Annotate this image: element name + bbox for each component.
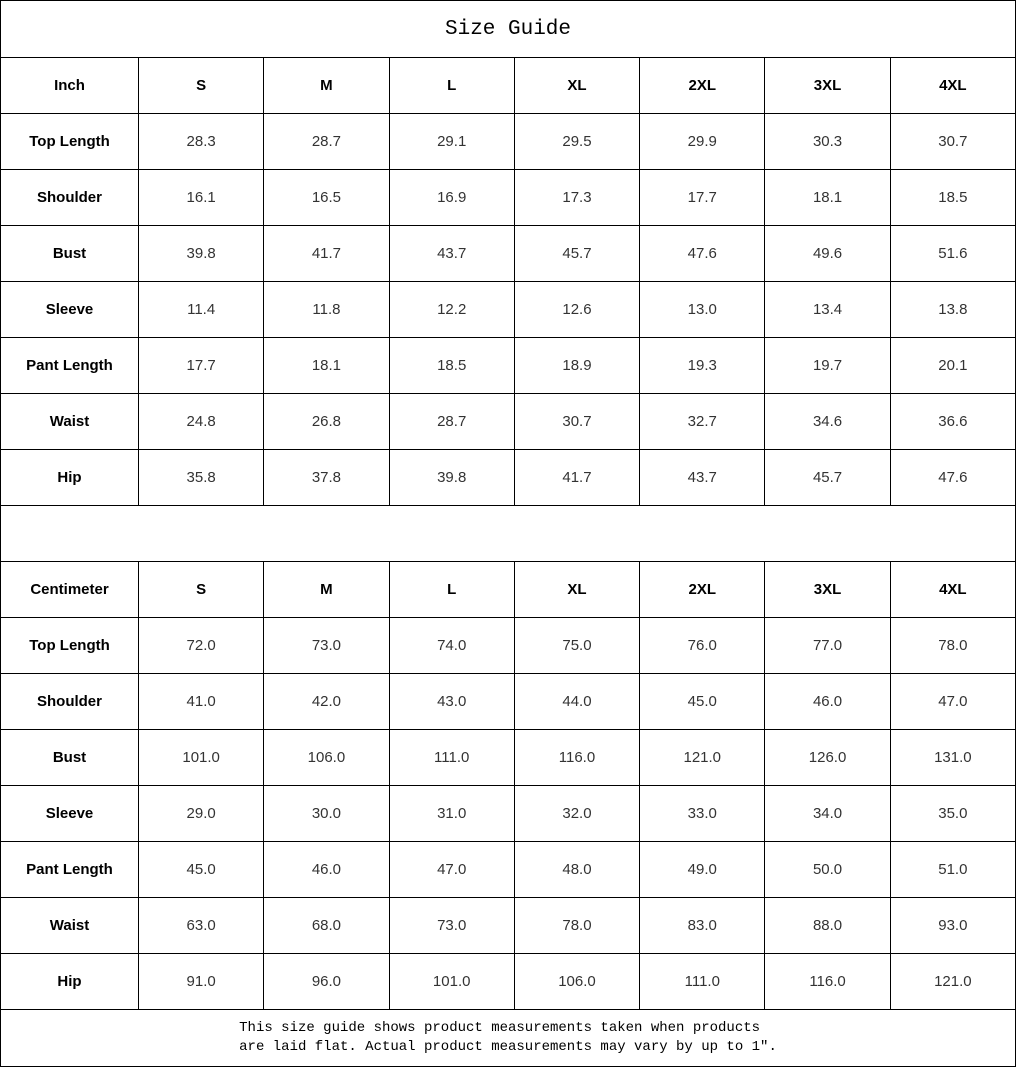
measurement-value: 18.1 <box>765 170 890 226</box>
measurement-label: Shoulder <box>1 674 139 730</box>
measurement-value: 13.8 <box>890 282 1015 338</box>
footer-note-cell <box>1 1010 1016 1067</box>
measurement-value: 31.0 <box>389 786 514 842</box>
measurement-value: 78.0 <box>890 618 1015 674</box>
measurement-value: 43.7 <box>389 226 514 282</box>
measurement-value: 28.7 <box>389 394 514 450</box>
size-header-xl: XL <box>514 562 639 618</box>
footer-note-line-1: This size guide shows product measurements taken when products <box>239 1020 761 1036</box>
size-header-s: S <box>139 58 264 114</box>
measurement-value: 28.7 <box>264 114 389 170</box>
measurement-value: 29.5 <box>514 114 639 170</box>
measurement-value: 48.0 <box>514 842 639 898</box>
measurement-label: Top Length <box>1 618 139 674</box>
spacer-row <box>1 506 1016 562</box>
size-header-4xl: 4XL <box>890 562 1015 618</box>
measurement-value: 46.0 <box>264 842 389 898</box>
measurement-value: 91.0 <box>139 954 264 1010</box>
measurement-row <box>1 226 1016 282</box>
measurement-value: 45.7 <box>765 450 890 506</box>
unit-label-inch: Inch <box>1 58 139 114</box>
measurement-value: 30.3 <box>765 114 890 170</box>
measurement-row <box>1 674 1016 730</box>
measurement-value: 83.0 <box>640 898 765 954</box>
measurement-value: 35.0 <box>890 786 1015 842</box>
measurement-value: 101.0 <box>139 730 264 786</box>
measurement-value: 16.5 <box>264 170 389 226</box>
measurement-value: 47.6 <box>640 226 765 282</box>
measurement-value: 13.0 <box>640 282 765 338</box>
measurement-value: 68.0 <box>264 898 389 954</box>
spacer-cell <box>1 506 1016 562</box>
measurement-value: 45.0 <box>640 674 765 730</box>
measurement-value: 46.0 <box>765 674 890 730</box>
measurement-value: 101.0 <box>389 954 514 1010</box>
measurement-value: 78.0 <box>514 898 639 954</box>
measurement-row <box>1 114 1016 170</box>
measurement-value: 34.6 <box>765 394 890 450</box>
measurement-value: 74.0 <box>389 618 514 674</box>
measurement-value: 45.0 <box>139 842 264 898</box>
measurement-value: 131.0 <box>890 730 1015 786</box>
measurement-value: 11.8 <box>264 282 389 338</box>
measurement-value: 30.7 <box>890 114 1015 170</box>
measurement-value: 73.0 <box>264 618 389 674</box>
size-header-xl: XL <box>514 58 639 114</box>
measurement-label: Waist <box>1 394 139 450</box>
measurement-row <box>1 842 1016 898</box>
measurement-label: Hip <box>1 954 139 1010</box>
measurement-value: 42.0 <box>264 674 389 730</box>
measurement-value: 47.0 <box>890 674 1015 730</box>
size-header-3xl: 3XL <box>765 58 890 114</box>
measurement-row <box>1 170 1016 226</box>
measurement-label: Pant Length <box>1 842 139 898</box>
size-header-2xl: 2XL <box>640 58 765 114</box>
measurement-value: 12.2 <box>389 282 514 338</box>
measurement-value: 51.6 <box>890 226 1015 282</box>
size-header-s: S <box>139 562 264 618</box>
measurement-value: 41.0 <box>139 674 264 730</box>
measurement-value: 16.1 <box>139 170 264 226</box>
measurement-value: 126.0 <box>765 730 890 786</box>
unit-label-centimeter: Centimeter <box>1 562 139 618</box>
size-header-l: L <box>389 58 514 114</box>
measurement-value: 28.3 <box>139 114 264 170</box>
measurement-value: 30.0 <box>264 786 389 842</box>
measurement-value: 111.0 <box>640 954 765 1010</box>
size-header-m: M <box>264 562 389 618</box>
measurement-value: 29.9 <box>640 114 765 170</box>
measurement-value: 12.6 <box>514 282 639 338</box>
measurement-value: 11.4 <box>139 282 264 338</box>
measurement-value: 20.1 <box>890 338 1015 394</box>
measurement-value: 17.3 <box>514 170 639 226</box>
measurement-value: 34.0 <box>765 786 890 842</box>
measurement-value: 32.7 <box>640 394 765 450</box>
measurement-value: 26.8 <box>264 394 389 450</box>
size-header-l: L <box>389 562 514 618</box>
measurement-value: 18.1 <box>264 338 389 394</box>
measurement-value: 37.8 <box>264 450 389 506</box>
measurement-value: 88.0 <box>765 898 890 954</box>
measurement-value: 18.5 <box>890 170 1015 226</box>
measurement-value: 73.0 <box>389 898 514 954</box>
measurement-value: 24.8 <box>139 394 264 450</box>
measurement-value: 18.5 <box>389 338 514 394</box>
footer-note-line-2: are laid flat. Actual product measurements may vary by up to 1″. <box>239 1039 777 1055</box>
footer-note <box>239 1019 777 1057</box>
measurement-value: 29.0 <box>139 786 264 842</box>
measurement-label: Waist <box>1 898 139 954</box>
measurement-row <box>1 450 1016 506</box>
unit-header-row-inch <box>1 58 1016 114</box>
measurement-value: 43.7 <box>640 450 765 506</box>
measurement-value: 17.7 <box>139 338 264 394</box>
measurement-value: 44.0 <box>514 674 639 730</box>
measurement-label: Sleeve <box>1 282 139 338</box>
measurement-value: 36.6 <box>890 394 1015 450</box>
measurement-value: 121.0 <box>640 730 765 786</box>
measurement-row <box>1 338 1016 394</box>
measurement-value: 19.7 <box>765 338 890 394</box>
measurement-row <box>1 618 1016 674</box>
measurement-value: 51.0 <box>890 842 1015 898</box>
measurement-value: 13.4 <box>765 282 890 338</box>
measurement-row <box>1 786 1016 842</box>
measurement-value: 41.7 <box>264 226 389 282</box>
measurement-value: 116.0 <box>514 730 639 786</box>
measurement-value: 49.6 <box>765 226 890 282</box>
measurement-value: 39.8 <box>389 450 514 506</box>
measurement-label: Pant Length <box>1 338 139 394</box>
measurement-value: 121.0 <box>890 954 1015 1010</box>
measurement-value: 35.8 <box>139 450 264 506</box>
measurement-value: 18.9 <box>514 338 639 394</box>
measurement-value: 106.0 <box>514 954 639 1010</box>
measurement-label: Bust <box>1 226 139 282</box>
measurement-value: 93.0 <box>890 898 1015 954</box>
size-header-4xl: 4XL <box>890 58 1015 114</box>
unit-header-row-centimeter <box>1 562 1016 618</box>
measurement-value: 33.0 <box>640 786 765 842</box>
measurement-label: Bust <box>1 730 139 786</box>
measurement-value: 16.9 <box>389 170 514 226</box>
measurement-value: 75.0 <box>514 618 639 674</box>
measurement-row <box>1 730 1016 786</box>
measurement-row <box>1 898 1016 954</box>
size-header-m: M <box>264 58 389 114</box>
measurement-value: 50.0 <box>765 842 890 898</box>
measurement-value: 19.3 <box>640 338 765 394</box>
measurement-value: 49.0 <box>640 842 765 898</box>
size-header-2xl: 2XL <box>640 562 765 618</box>
measurement-value: 116.0 <box>765 954 890 1010</box>
page-title: Size Guide <box>1 1 1016 58</box>
measurement-value: 17.7 <box>640 170 765 226</box>
measurement-value: 45.7 <box>514 226 639 282</box>
measurement-label: Sleeve <box>1 786 139 842</box>
measurement-value: 63.0 <box>139 898 264 954</box>
measurement-value: 43.0 <box>389 674 514 730</box>
measurement-value: 77.0 <box>765 618 890 674</box>
measurement-row <box>1 394 1016 450</box>
measurement-value: 41.7 <box>514 450 639 506</box>
measurement-label: Shoulder <box>1 170 139 226</box>
measurement-value: 30.7 <box>514 394 639 450</box>
measurement-value: 47.6 <box>890 450 1015 506</box>
measurement-value: 32.0 <box>514 786 639 842</box>
measurement-value: 39.8 <box>139 226 264 282</box>
measurement-label: Top Length <box>1 114 139 170</box>
measurement-value: 29.1 <box>389 114 514 170</box>
measurement-value: 106.0 <box>264 730 389 786</box>
measurement-value: 76.0 <box>640 618 765 674</box>
measurement-value: 47.0 <box>389 842 514 898</box>
measurement-row <box>1 282 1016 338</box>
footer-row <box>1 1010 1016 1067</box>
measurement-value: 72.0 <box>139 618 264 674</box>
title-row <box>1 1 1016 58</box>
measurement-value: 111.0 <box>389 730 514 786</box>
measurement-label: Hip <box>1 450 139 506</box>
measurement-value: 96.0 <box>264 954 389 1010</box>
size-header-3xl: 3XL <box>765 562 890 618</box>
measurement-row <box>1 954 1016 1010</box>
